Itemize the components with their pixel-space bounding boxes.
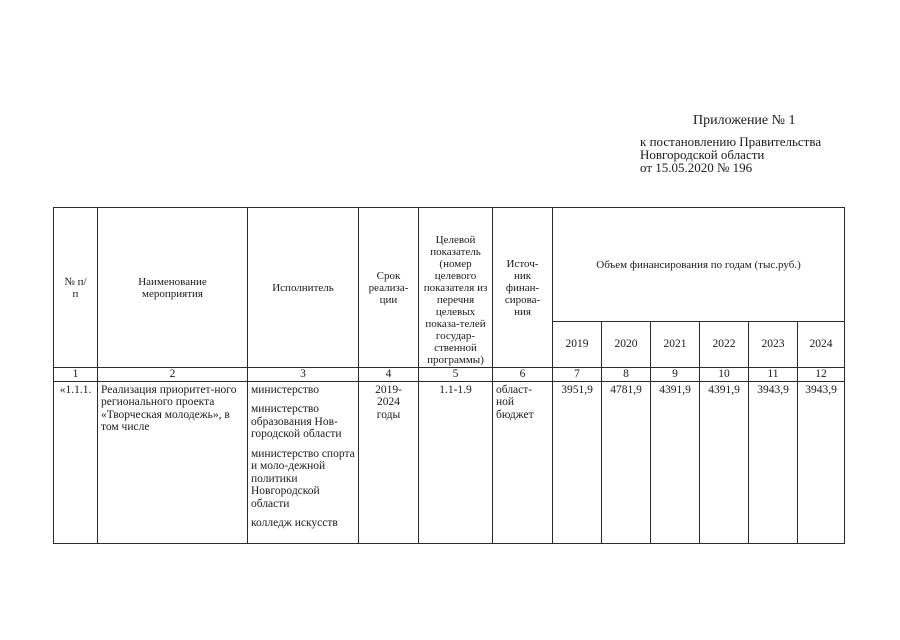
value-2023: 3943,9 <box>749 381 798 543</box>
header-funding <box>553 208 845 322</box>
col-number-6: 6 <box>493 368 553 382</box>
appendix-title: Приложение № 1 <box>693 113 796 128</box>
row-name: Реализация приоритет-ного регионального проекта «Творческая молодежь», в том числе <box>98 381 248 543</box>
header-executor <box>248 208 359 368</box>
col-number-4: 4 <box>359 368 419 382</box>
value-2021: 4391,9 <box>651 381 700 543</box>
row-term <box>359 381 419 543</box>
funding-table <box>53 207 845 544</box>
value-2022: 4391,9 <box>700 381 749 543</box>
year-2023: 2023 <box>749 322 798 368</box>
header-term <box>359 208 419 368</box>
year-2024: 2024 <box>798 322 845 368</box>
header-source-text: Источ-ник финан-сирова-ния <box>504 257 541 318</box>
row-executors <box>248 381 359 543</box>
header-executor-text: Исполнитель <box>272 281 334 294</box>
executor-item: колледж искусств <box>251 517 338 529</box>
col-number-11: 11 <box>749 368 798 382</box>
header-num <box>54 208 98 368</box>
col-number-1: 1 <box>54 368 98 382</box>
year-2022: 2022 <box>700 322 749 368</box>
header-name-text: Наименование мероприятия <box>138 275 207 300</box>
value-2024: 3943,9 <box>798 381 845 543</box>
col-number-9: 9 <box>651 368 700 382</box>
row-term-text: 2019-2024 годы <box>375 383 402 421</box>
executor-item: министерство <box>251 383 319 396</box>
col-number-2: 2 <box>98 368 248 382</box>
col-number-7: 7 <box>553 368 602 382</box>
value-2020: 4781,9 <box>602 381 651 543</box>
header-term-text: Срок реализа-ции <box>368 269 409 306</box>
header-target <box>419 208 493 368</box>
appendix-line-1: к постановлению Правительства <box>640 134 822 149</box>
col-number-12: 12 <box>798 368 845 382</box>
header-source <box>493 208 553 368</box>
col-number-5: 5 <box>419 368 493 382</box>
row-num: «1.1.1. <box>54 381 98 543</box>
header-num-text: № п/п <box>64 275 87 300</box>
year-2021: 2021 <box>651 322 700 368</box>
row-source: област-ной бюджет <box>493 381 553 543</box>
header-target-text: Целевой показатель (номер целевого показателя из перечня целевых показа-телей государ-ственной программы) <box>423 234 488 366</box>
executor-item: министерство спорта и моло-дежной политики Новгородской области <box>251 447 355 510</box>
year-2019: 2019 <box>553 322 602 368</box>
row-target: 1.1-1.9 <box>419 381 493 543</box>
executor-item: министерство образования Нов-городской области <box>251 403 342 440</box>
col-number-3: 3 <box>248 368 359 382</box>
col-number-8: 8 <box>602 368 651 382</box>
header-name <box>98 208 248 368</box>
appendix-line-2: Новгородской области <box>640 147 765 162</box>
year-2020: 2020 <box>602 322 651 368</box>
appendix-line-3: от 15.05.2020 № 196 <box>640 160 753 175</box>
header-funding-text: Объем финансирования по годам (тыс.руб.) <box>596 258 801 271</box>
value-2019: 3951,9 <box>553 381 602 543</box>
col-number-10: 10 <box>700 368 749 382</box>
